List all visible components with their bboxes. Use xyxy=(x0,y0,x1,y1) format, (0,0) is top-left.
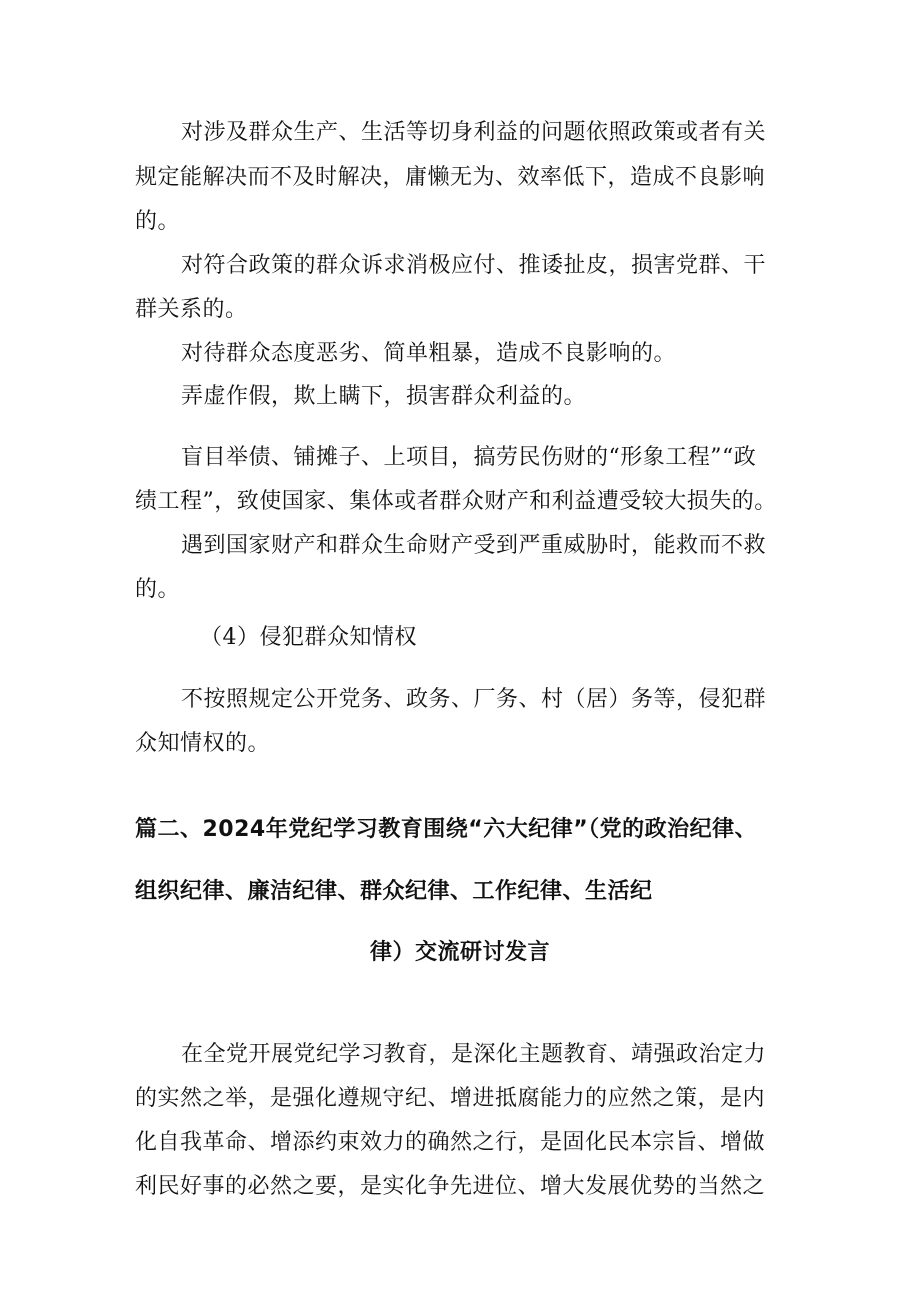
subheading: （4）侵犯群众知情权 xyxy=(200,625,417,650)
subparagraph-line-1: 不按照规定公开党务、政务、厂务、村（居）务等，侵犯群 xyxy=(181,687,767,712)
section-title-line-1: 篇二、2024年党纪学习教育围绕“六大纪律”（党的政治纪律、 xyxy=(135,817,758,842)
intro-line-4: 利民好事的必然之要，是实化争先进位、增大发展优势的当然之 xyxy=(135,1174,766,1199)
paragraph-5-line-2: 绩工程”，致使国家、集体或者群众财产和利益遭受较大损失的。 xyxy=(135,489,777,514)
paragraph-2-line-1: 对符合政策的群众诉求消极应付、推诿扯皮，损害党群、干 xyxy=(181,253,767,278)
paragraph-1-line-2: 规定能解决而不及时解决，庸懒无为、效率低下，造成不良影响 xyxy=(135,165,766,190)
intro-line-3: 化自我革命、增添约束效力的确然之行，是固化民本宗旨、增做 xyxy=(135,1130,766,1155)
section-title-line-3: 律）交流研讨发言 xyxy=(370,940,551,965)
paragraph-4-line-1: 弄虚作假，欺上瞒下，损害群众利益的。 xyxy=(181,384,587,409)
paragraph-1-line-1: 对涉及群众生产、生活等切身利益的问题依照政策或者有关 xyxy=(181,120,767,145)
paragraph-1-line-3: 的。 xyxy=(135,209,181,234)
intro-line-2: 的实然之举，是强化遵规守纪、增进抵腐能力的应然之策，是内 xyxy=(135,1086,766,1111)
section-title-line-2: 组织纪律、廉洁纪律、群众纪律、工作纪律、生活纪 xyxy=(135,879,653,904)
paragraph-5-line-1: 盲目举债、铺摊子、上项目，搞劳民伤财的“形象工程”“政 xyxy=(181,445,757,470)
subparagraph-line-2: 众知情权的。 xyxy=(135,731,271,756)
intro-line-1: 在全党开展党纪学习教育，是深化主题教育、靖强政治定力 xyxy=(181,1042,767,1067)
paragraph-6-line-1: 遇到国家财产和群众生命财产受到严重威胁时，能救而不救 xyxy=(181,533,767,558)
paragraph-6-line-2: 的。 xyxy=(135,577,181,602)
paragraph-2-line-2: 群关系的。 xyxy=(135,297,248,322)
paragraph-3-line-1: 对待群众态度恶劣、简单粗暴，造成不良影响的。 xyxy=(181,341,677,366)
